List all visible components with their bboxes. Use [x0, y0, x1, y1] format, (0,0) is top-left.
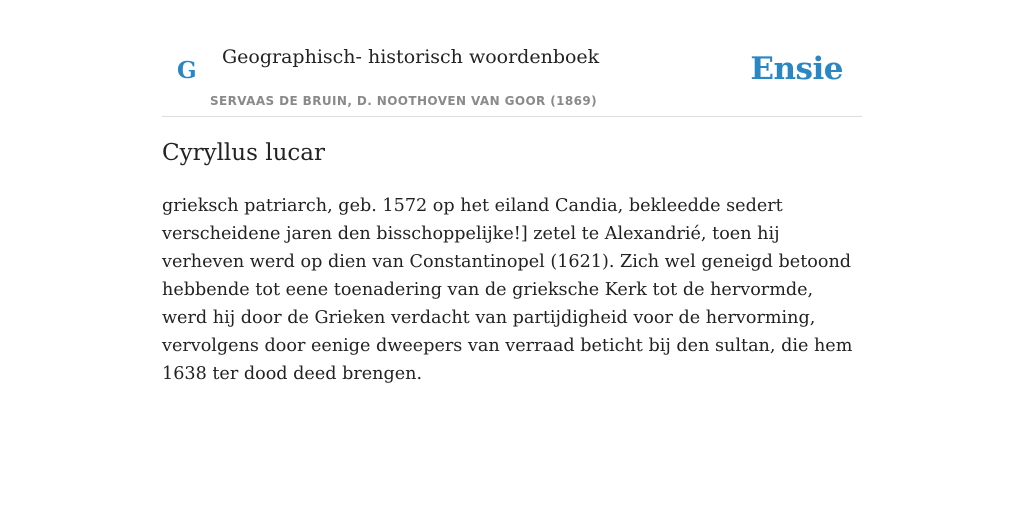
page-container — [162, 0, 862, 384]
book-letter-icon[interactable]: G — [177, 57, 197, 84]
entry-title: Cyryllus lucar — [162, 140, 325, 166]
entry-body: grieksch patriarch, geb. 1572 op het eiland Candia, bekleedde sedert verscheidene jaren den bisschoppelijke!] zetel te Alexandrié, toen hij verheven werd op dien van Constantinopel (1621). Zich wel geneigd betoond hebbende tot eene toenadering van de grieksche Kerk tot de hervormde, werd hij door de Grieken verdacht van partijdigheid voor de hervorming, vervolgens door eenige dweepers van verraad beticht bij den sultan, die hem 1638 ter dood deed brengen. — [162, 196, 853, 384]
book-author: SERVAAS DE BRUIN, D. NOOTHOVEN VAN GOOR (1869) — [210, 94, 598, 108]
ensie-logo[interactable]: Ensie — [750, 51, 843, 87]
book-title[interactable]: Geographisch- historisch woordenboek — [222, 46, 600, 68]
book-header — [162, 0, 862, 117]
